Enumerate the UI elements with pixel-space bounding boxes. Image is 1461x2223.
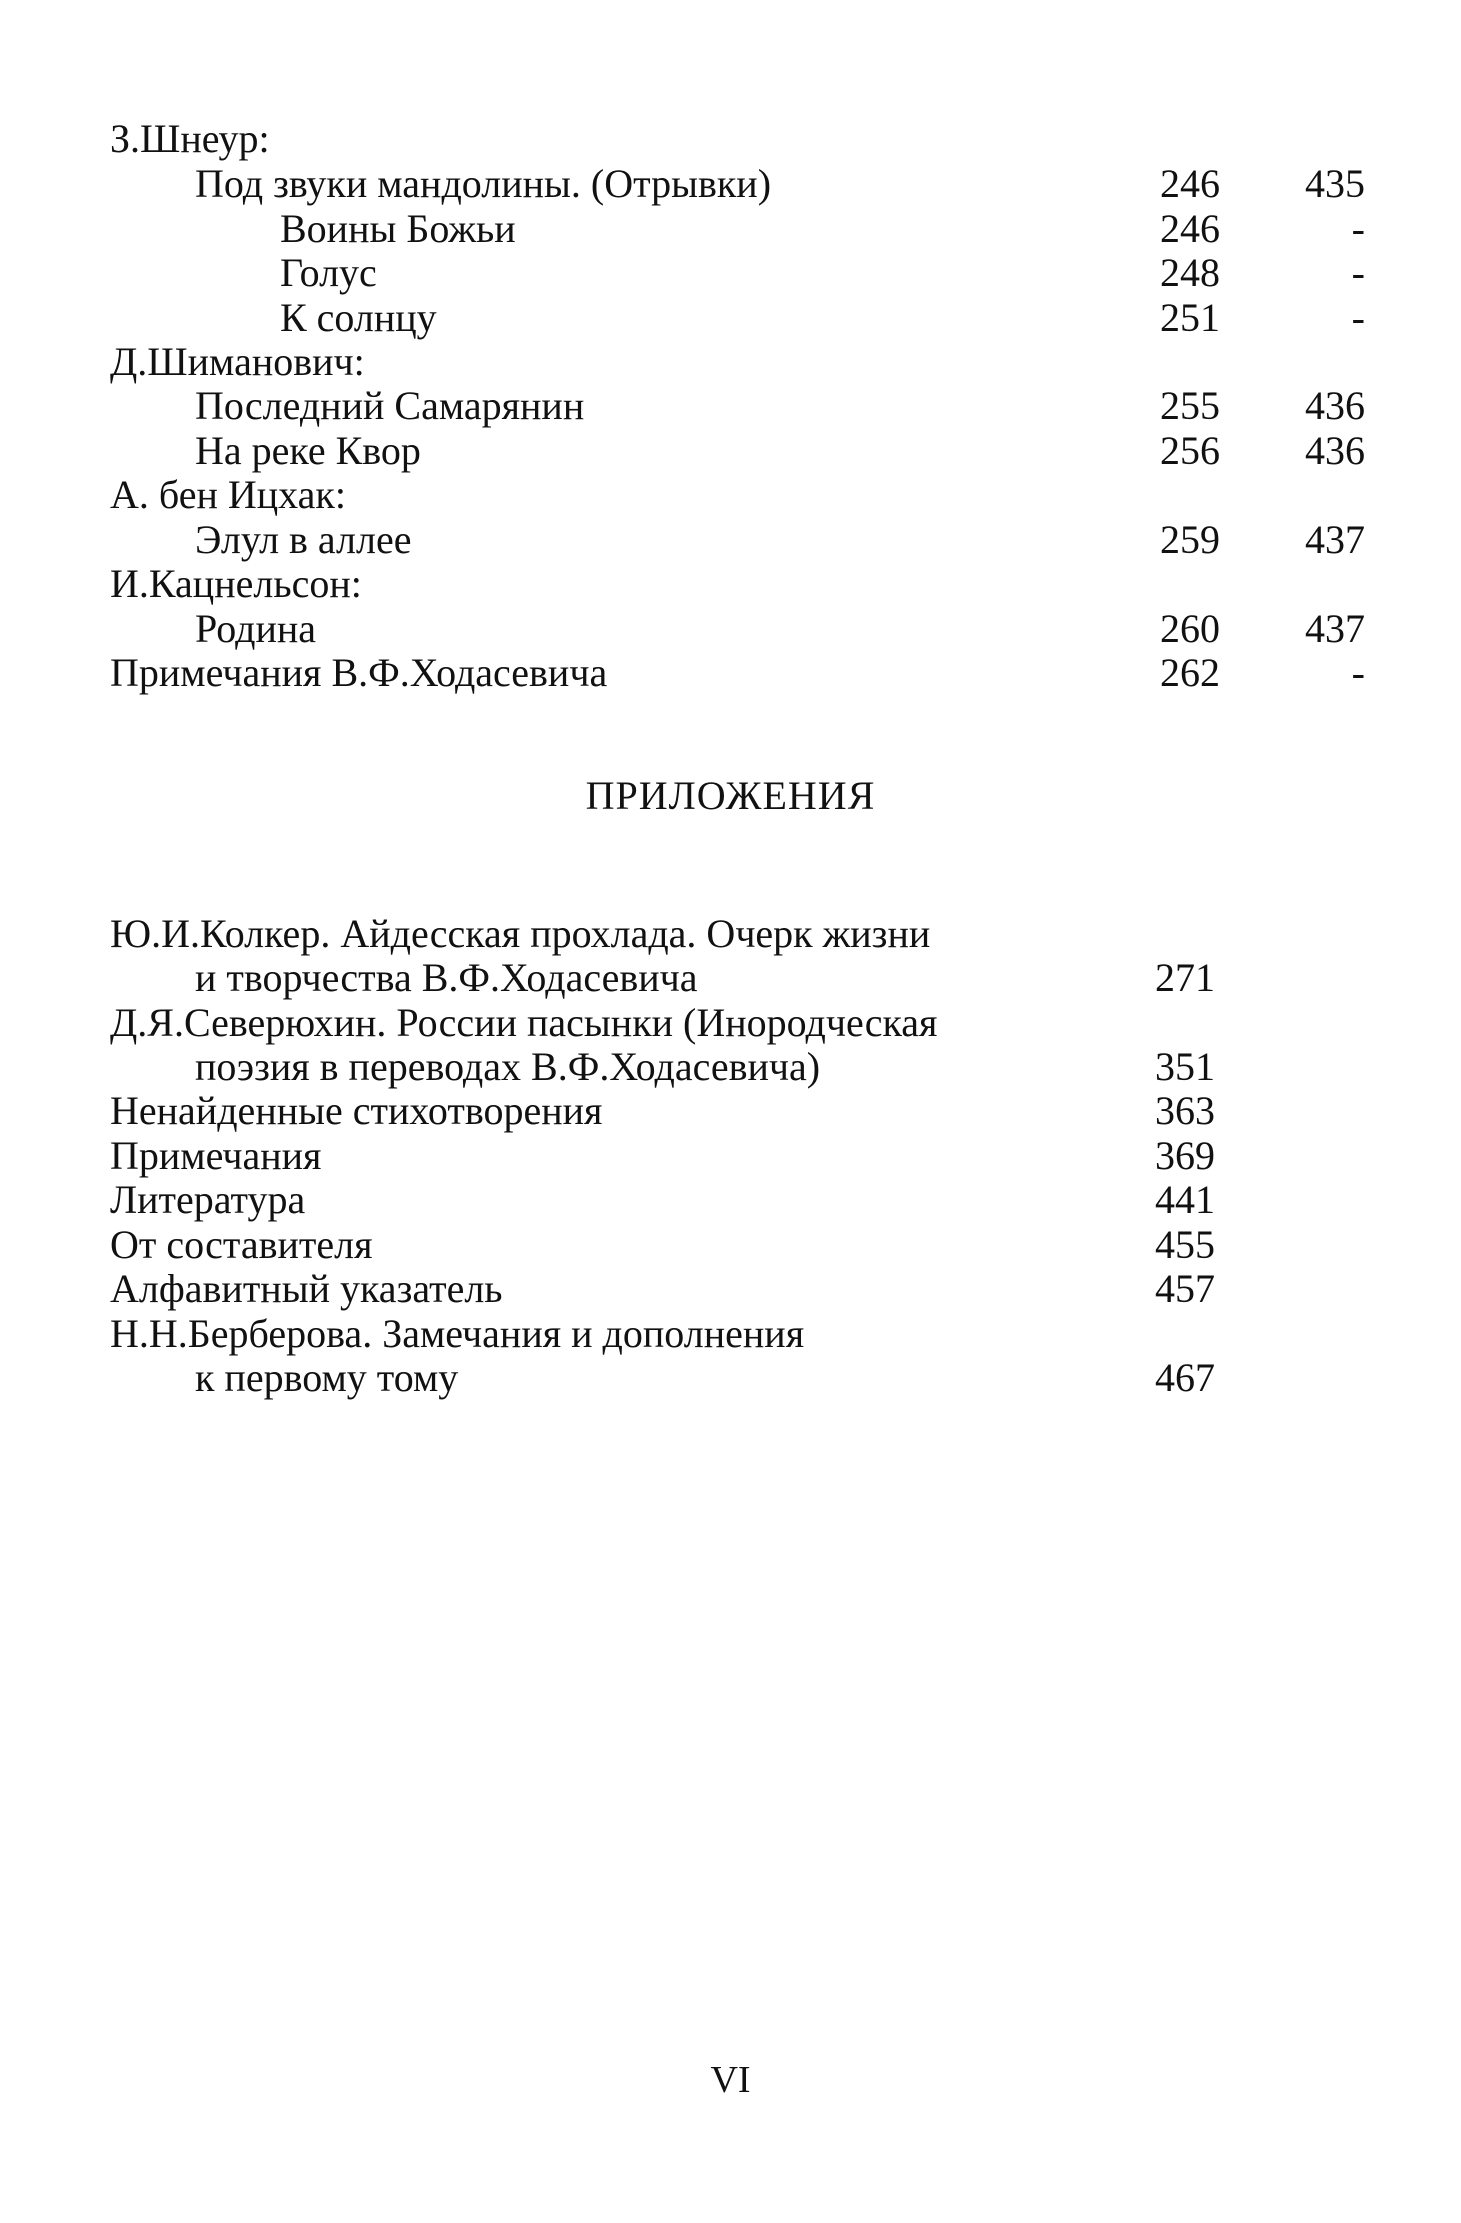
toc-page-number: 255 xyxy=(1160,383,1220,428)
toc-entry-title: Алфавитный указатель xyxy=(110,1266,503,1311)
toc-entry xyxy=(0,518,1461,562)
toc-entry xyxy=(0,1223,1461,1267)
toc-entry xyxy=(0,912,1461,956)
toc-author xyxy=(0,562,1461,606)
toc-entry xyxy=(0,429,1461,473)
toc-entry xyxy=(0,1178,1461,1222)
toc-notes-page: - xyxy=(1351,250,1365,295)
toc-entry-title: И.Кацнельсон: xyxy=(110,561,362,606)
toc-entry-title: На реке Квор xyxy=(195,428,421,473)
toc-entry-title: Элул в аллее xyxy=(195,517,412,562)
toc-entry xyxy=(0,1312,1461,1356)
toc-entry-title: Ненайденные стихотворения xyxy=(110,1088,603,1133)
toc-page-number: 351 xyxy=(1155,1044,1215,1089)
toc-page-number: 363 xyxy=(1155,1088,1215,1133)
toc-page-number: 271 xyxy=(1155,955,1215,1000)
toc-author xyxy=(0,340,1461,384)
toc-notes-page: - xyxy=(1351,206,1365,251)
toc-entry xyxy=(0,1001,1461,1045)
toc-page-number: 441 xyxy=(1155,1177,1215,1222)
toc-page-number: 369 xyxy=(1155,1133,1215,1178)
toc-entry xyxy=(0,1089,1461,1133)
toc-entry-title: Последний Самарянин xyxy=(195,383,585,428)
toc-entry xyxy=(0,1134,1461,1178)
toc-entry-continuation xyxy=(0,956,1461,1000)
toc-notes-page: 437 xyxy=(1305,517,1365,562)
toc-entry-title: Литература xyxy=(110,1177,306,1222)
toc-entry xyxy=(0,1267,1461,1311)
toc-entry xyxy=(0,651,1461,695)
toc-entry-title: поэзия в переводах В.Ф.Ходасевича) xyxy=(195,1044,821,1089)
toc-page-number: 457 xyxy=(1155,1266,1215,1311)
toc-notes-page: 437 xyxy=(1305,606,1365,651)
toc-author xyxy=(0,117,1461,161)
toc-entry xyxy=(0,607,1461,651)
toc-entry-title: Под звуки мандолины. (Отрывки) xyxy=(195,161,772,206)
toc-entry-title: Воины Божьи xyxy=(280,206,516,251)
toc-entry-title: Голус xyxy=(280,250,377,295)
toc-page-number: 260 xyxy=(1160,606,1220,651)
toc-entry-title: Н.Н.Берберова. Замечания и дополнения xyxy=(110,1311,805,1356)
toc-entry xyxy=(0,296,1461,340)
toc-entry-title: Ю.И.Колкер. Айдесская прохлада. Очерк жизни xyxy=(110,911,931,956)
toc-page-number: 248 xyxy=(1160,250,1220,295)
toc-entry-continuation xyxy=(0,1045,1461,1089)
toc-entry xyxy=(0,162,1461,206)
toc-entry xyxy=(0,384,1461,428)
toc-notes-page: 435 xyxy=(1305,161,1365,206)
toc-page-number: 455 xyxy=(1155,1222,1215,1267)
toc-page-number: 251 xyxy=(1160,295,1220,340)
toc-page-number: 467 xyxy=(1155,1355,1215,1400)
toc-entry-title: Д.Я.Северюхин. России пасынки (Инородческая xyxy=(110,1000,938,1045)
toc-entry xyxy=(0,207,1461,251)
toc-entry-title: Родина xyxy=(195,606,317,651)
toc-entry-continuation xyxy=(0,1356,1461,1400)
toc-entry-title: К солнцу xyxy=(280,295,437,340)
toc-entry xyxy=(0,251,1461,295)
toc-entry-title: А. бен Ицхак: xyxy=(110,472,346,517)
section-heading: ПРИЛОЖЕНИЯ xyxy=(585,773,876,818)
toc-entry-title: и творчества В.Ф.Ходасевича xyxy=(195,955,698,1000)
toc-entry-title: к первому тому xyxy=(195,1355,459,1400)
toc-notes-page: - xyxy=(1351,295,1365,340)
toc-notes-page: - xyxy=(1351,650,1365,695)
toc-page-number: 259 xyxy=(1160,517,1220,562)
toc-entry-title: Примечания В.Ф.Ходасевича xyxy=(110,650,608,695)
toc-notes-page: 436 xyxy=(1305,428,1365,473)
toc-entry-title: От составителя xyxy=(110,1222,373,1267)
toc-page-number: 262 xyxy=(1160,650,1220,695)
toc-page-number: 256 xyxy=(1160,428,1220,473)
toc-entry-title: З.Шнеур: xyxy=(110,116,270,161)
toc-notes-page: 436 xyxy=(1305,383,1365,428)
toc-page-number: 246 xyxy=(1160,206,1220,251)
toc-entry-title: Д.Шиманович: xyxy=(110,339,365,384)
toc-entry-title: Примечания xyxy=(110,1133,322,1178)
toc-page-number: 246 xyxy=(1160,161,1220,206)
toc-author xyxy=(0,473,1461,517)
page-number: VI xyxy=(710,2059,751,2101)
